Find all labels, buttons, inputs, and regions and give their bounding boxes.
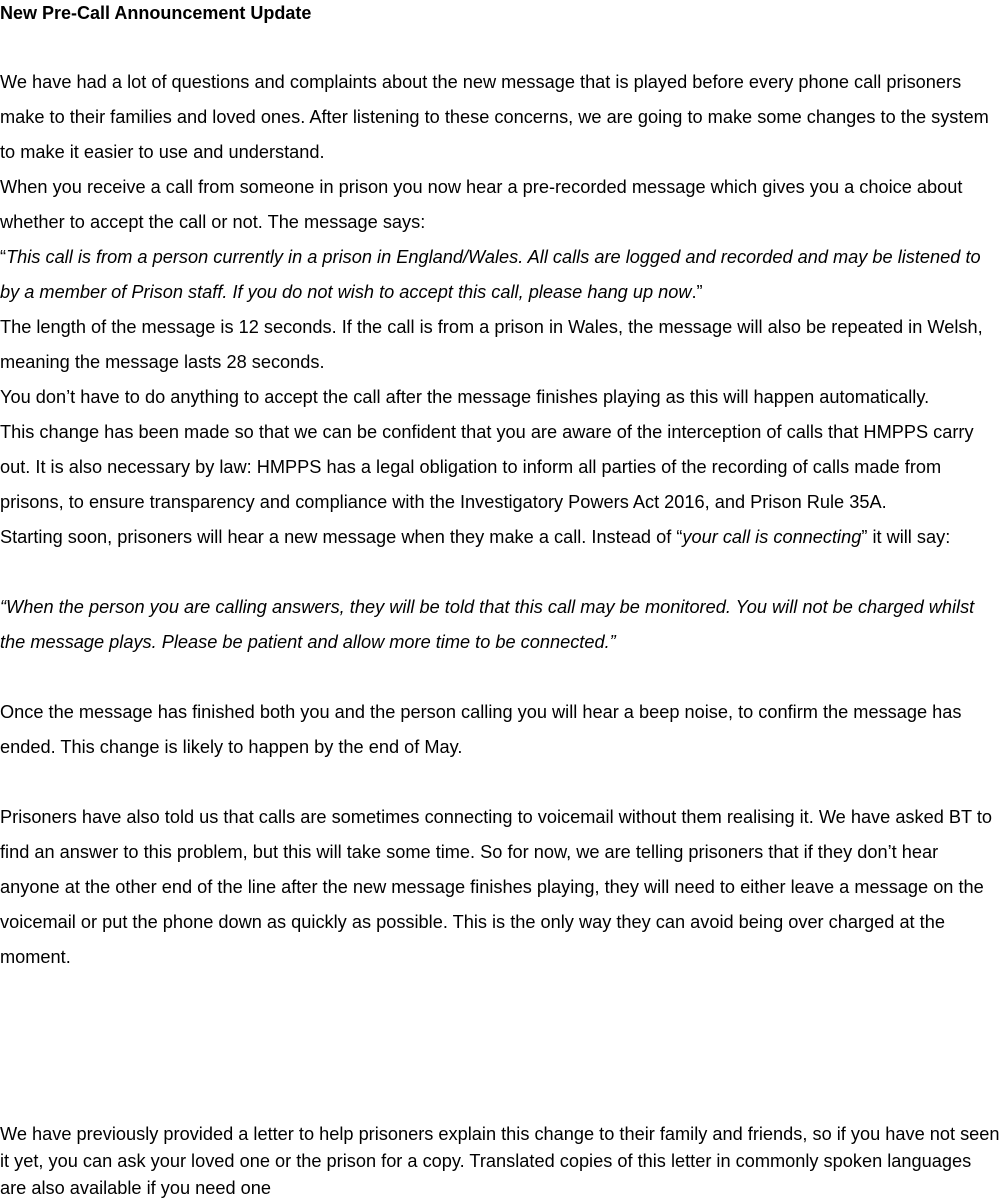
paragraph-new-message-quote <box>0 590 1001 660</box>
document-title: New Pre-Call Announcement Update <box>0 3 312 23</box>
new-message-trail: ” it will say: <box>861 527 951 547</box>
old-message-phrase: your call is connecting <box>682 527 862 547</box>
new-message-lead: Starting soon, prisoners will hear a new message when they make a call. Instead of “ <box>0 527 683 547</box>
paragraph-intro: We have had a lot of questions and complaints about the new message that is played before every phone call prisoners make to their families and loved ones. After listening to these concerns, we are going to make some changes to the system to make it easier to use and understand. <box>0 72 989 162</box>
paragraph-new-message <box>0 520 1001 555</box>
quote-text: This call is from a person currently in a prison in England/Wales. All calls are logged and recorded and may be listened to by a member of Prison staff. If you do not wish to accept this call, please hang up now <box>0 247 981 302</box>
document-tail <box>0 1121 1001 1202</box>
paragraph-message-quote <box>0 240 1001 310</box>
quote-open-mark: “ <box>0 247 7 267</box>
paragraph-voicemail: Prisoners have also told us that calls are sometimes connecting to voicemail without them realising it. We have asked BT to find an answer to this problem, but this will take some time. So for now, we are telling prisoners that if they don’t hear anyone at the other end of the line after the new message finishes playing, they will need to either leave a message on the voicemail or put the phone down as quickly as possible. This is the only way they can avoid being over charged at the moment. <box>0 807 993 967</box>
spacer <box>0 555 1001 590</box>
paragraph-beep: Once the message has finished both you and the person calling you will hear a beep noise, to confirm the message has ended. This change is likely to happen by the end of May. <box>0 702 962 757</box>
paragraph-message-length: The length of the message is 12 seconds. If the call is from a prison in Wales, the message will also be repeated in Welsh, meaning the message lasts 28 seconds. <box>0 317 983 372</box>
spacer <box>0 765 1001 800</box>
paragraph-automatic-accept: You don’t have to do anything to accept the call after the message finishes playing as this will happen automatically. <box>0 387 930 407</box>
new-message-quote-text: “When the person you are calling answers, they will be told that this call may be monitored. You will not be charged whilst the message plays. Please be patient and allow more time to be connected.” <box>0 597 975 652</box>
spacer <box>0 660 1001 695</box>
paragraph-receive-call: When you receive a call from someone in prison you now hear a pre-recorded message which gives you a choice about whether to accept the call or not. The message says: <box>0 177 963 232</box>
quote-close-mark: .” <box>691 282 703 302</box>
document-body <box>0 65 1001 975</box>
paragraph-legal-reason: This change has been made so that we can be confident that you are aware of the interception of calls that HMPPS carry out. It is also necessary by law: HMPPS has a legal obligation to inform all parties of the recording of calls made from prisons, to ensure transparency and compliance with the Investigatory Powers Act 2016, and Prison Rule 35A. <box>0 422 974 512</box>
paragraph-letter: We have previously provided a letter to help prisoners explain this change to their family and friends, so if you have not seen it yet, you can ask your loved one or the prison for a copy. Translated copies of this letter in commonly spoken languages are also available if you need one <box>0 1124 1000 1198</box>
